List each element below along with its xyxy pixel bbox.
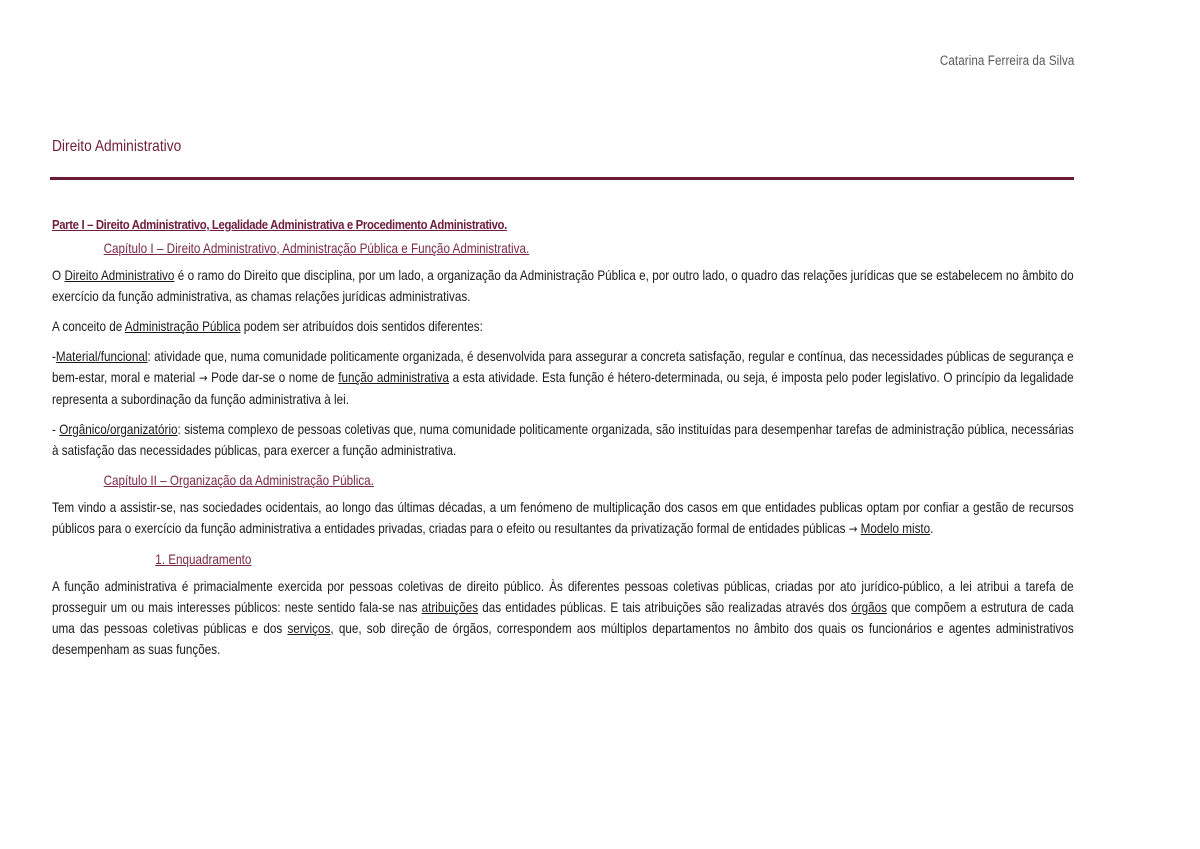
- text-span: : sistema complexo de pessoas coletivas que, numa comunidade politicamente organizada, são instituídas para desempenhar tarefas de administração pública, necessárias à satisfação das necessidades públicas, para exercer a função administrativa.: [52, 422, 1074, 458]
- text-span: O: [52, 268, 65, 283]
- text-span: A conceito de: [52, 319, 125, 334]
- text-span: A função administrativa é primacialmente exercida por pessoas coletivas de direito público. Às diferentes pessoas coletivas públicas, criadas por ato jurídico-público, a lei atribui a tarefa de prosseguir um ou mais interesses públicos: neste sentido fala-se nas: [52, 579, 1074, 615]
- header-author: Catarina Ferreira da Silva: [939, 53, 1074, 68]
- term-funcao-administrativa: função administrativa: [338, 370, 450, 385]
- arrow-right-icon: →: [848, 522, 858, 536]
- title-divider: [50, 177, 1074, 180]
- paragraph-material-funcional: [52, 346, 1074, 410]
- chapter-heading-2: Capítulo II – Organização da Administração Pública.: [103, 473, 374, 488]
- text-span: : atividade que, numa comunidade politicamente organizada, é desenvolvida para assegurar a concreta satisfação, regular e contínua, das necessidades públicas de segurança e bem-estar, moral e material: [52, 349, 1074, 385]
- paragraph-administracao-publica: [52, 316, 1074, 337]
- term-orgaos: órgãos: [851, 600, 887, 615]
- section-heading-enquadramento: 1. Enquadramento: [155, 552, 252, 567]
- term-administracao-publica: Administração Pública: [124, 319, 241, 334]
- term-organico-organizatorio: Orgânico/organizatório: [59, 422, 178, 437]
- document-body: [52, 214, 1074, 669]
- text-span: a esta atividade. Esta função é hétero-determinada, ou seja, é imposta pelo poder legislativo. O princípio da legalidade representa a subordinação da função administrativa à lei.: [52, 370, 1074, 407]
- term-servicos: serviços: [287, 621, 331, 636]
- text-span: , que, sob direção de órgãos, correspondem aos múltiplos departamentos no âmbito dos quais os funcionários e agentes administrativos desempenham as suas funções.: [52, 621, 1074, 657]
- paragraph-direito-administrativo: [52, 265, 1074, 307]
- document-title: Direito Administrativo: [52, 138, 182, 155]
- text-span: -: [52, 349, 56, 364]
- chapter-heading-1: Capítulo I – Direito Administrativo, Administração Pública e Função Administrativa.: [103, 241, 530, 256]
- text-span: Pode dar-se o nome de: [207, 370, 339, 385]
- term-direito-administrativo: Direito Administrativo: [64, 268, 175, 283]
- term-material-funcional: Material/funcional: [55, 349, 148, 364]
- arrow-right-icon: →: [198, 371, 208, 385]
- text-span: que compõem a estrutura de cada uma das pessoas coletivas públicas e dos: [52, 600, 1074, 636]
- text-span: das entidades públicas. E tais atribuições são realizadas através dos: [478, 600, 852, 615]
- term-modelo-misto: Modelo misto: [860, 521, 931, 536]
- paragraph-organico-organizatorio: [52, 419, 1074, 461]
- document-page: [52, 0, 1074, 849]
- text-span: podem ser atribuídos dois sentidos diferentes:: [240, 319, 483, 334]
- text-span: .: [930, 521, 934, 536]
- term-atribuicoes: atribuições: [421, 600, 479, 615]
- text-span: Tem vindo a assistir-se, nas sociedades ocidentais, ao longo das últimas décadas, a um fenómeno de multiplicação dos casos em que entidades publicas optam por confiar a gestão de recursos públicos para o exercício da função administrativa a entidades privadas, criadas para o efeito ou resultantes da privatização formal de entidades públicas: [52, 500, 1074, 536]
- part-heading: Parte I – Direito Administrativo, Legalidade Administrativa e Procedimento Administrativo.: [52, 217, 507, 232]
- text-span: é o ramo do Direito que disciplina, por um lado, a organização da Administração Pública e, por outro lado, o quadro das relações jurídicas que se estabelecem no âmbito do exercício da função administrativa, as chamas relações jurídicas administrativas.: [52, 268, 1074, 304]
- text-span: -: [52, 422, 60, 437]
- paragraph-modelo-misto: [52, 497, 1074, 540]
- paragraph-enquadramento: [52, 576, 1074, 660]
